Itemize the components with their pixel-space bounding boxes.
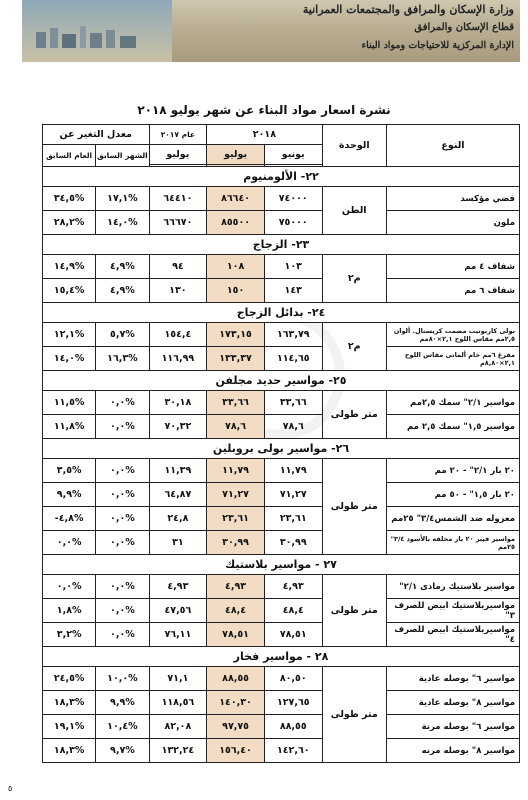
cell-type: شفاف ٦ مم [386, 279, 519, 303]
cell-june: ٤٨,٤ [264, 599, 322, 623]
cell-change-year: %١٨,٣ [43, 739, 96, 763]
cell-change-year: %٣,٥ [43, 459, 96, 483]
cell-type: مواسير ٨" بوصله عادية [386, 691, 519, 715]
page-title: نشرة اسعار مواد البناء عن شهر يوليو ٢٠١٨ [137, 103, 391, 117]
cell-unit: م٢ [322, 323, 386, 371]
col-2018: ٢٠١٨ [207, 125, 322, 145]
table-row [43, 415, 520, 439]
col-type: النوع [386, 125, 519, 167]
cell-type: فضي مؤكسد [386, 187, 519, 211]
cell-change-month: %٤,٩ [96, 279, 149, 303]
cell-change-month: %٠,٠ [96, 599, 149, 623]
table-row [43, 667, 520, 691]
cell-june: ١٦٣,٧٩ [264, 323, 322, 347]
cell-june: ٤,٩٣ [264, 575, 322, 599]
cell-change-month: %٠,٠ [96, 623, 149, 647]
section-title: ٢٣- الزجاج [43, 235, 520, 255]
cell-july: ٩٧,٧٥ [207, 715, 265, 739]
cell-change-month: %٠,٠ [96, 415, 149, 439]
cell-change-year: %١١,٥ [43, 391, 96, 415]
cell-june: ١١,٧٩ [264, 459, 322, 483]
col-july-2017: يوليو [149, 145, 207, 165]
cell-june: ٧٨,٦ [264, 415, 322, 439]
table-row [43, 623, 520, 647]
cell-july-2017: ٤٧,٥٦ [149, 599, 207, 623]
sector-name: قطاع الإسكان والمرافق [414, 22, 514, 33]
cell-change-month: %٠,٠ [96, 507, 149, 531]
cell-change-month: %٠,٠ [96, 575, 149, 599]
cell-june: ٧٥٠٠٠ [264, 211, 322, 235]
cell-change-month: %٠,٠ [96, 531, 149, 555]
table-row [43, 211, 520, 235]
cell-type: مواسير ٦" بوصله عادية [386, 667, 519, 691]
cell-change-year: %٤,٨- [43, 507, 96, 531]
cell-june: ٣٠,٩٩ [264, 531, 322, 555]
table-row [43, 531, 520, 555]
table-row [43, 691, 520, 715]
cell-july-2017: ٦٤٤١٠ [149, 187, 207, 211]
cell-july-2017: ١١٨,٥٦ [149, 691, 207, 715]
cell-type: بولى كاربونيت مصمت كريستال. ألوان ٢,٥مم مقاس اللوح ٢,١×٨٠مم [386, 323, 519, 347]
table-row [43, 255, 520, 279]
col-prev-month: الشهر السابق [96, 145, 149, 167]
cell-july: ٨٨,٥٥ [207, 667, 265, 691]
cell-change-year: %٩,٩ [43, 483, 96, 507]
section-title: ٢٦- مواسير بولى بروبلين [43, 439, 520, 459]
cell-july-2017: ٧٦,١١ [149, 623, 207, 647]
ministry-name: وزارة الإسكان والمرافق والمجتمعات العمرانية [302, 3, 514, 16]
cell-june: ٨٨,٥٥ [264, 715, 322, 739]
table-row [43, 599, 520, 623]
cell-unit: متر طولى [322, 667, 386, 763]
table-row [43, 391, 520, 415]
cell-type: مواسير بلاستيك رمادى ٢/١" [386, 575, 519, 599]
prices-table [42, 124, 520, 763]
cell-change-month: %١٧,١ [96, 187, 149, 211]
section-header-row [43, 439, 520, 459]
cell-july-2017: ١٣٠ [149, 279, 207, 303]
table-row [43, 739, 520, 763]
cell-change-month: %٩,٧ [96, 739, 149, 763]
cell-change-year: %١٩,١ [43, 715, 96, 739]
city-skyline-icon [32, 24, 152, 48]
col-change-rate: معدل التغير عن [43, 125, 150, 145]
cell-change-year: %٢٤,٥ [43, 667, 96, 691]
cell-change-year: %١١,٨ [43, 415, 96, 439]
cell-change-month: %٤,٩ [96, 255, 149, 279]
table-row [43, 459, 520, 483]
table-row [43, 279, 520, 303]
section-header-row [43, 371, 520, 391]
table-row [43, 347, 520, 371]
cell-june: ٧١,٢٧ [264, 483, 322, 507]
cell-change-month: %٠,٠ [96, 391, 149, 415]
section-header-row [43, 303, 520, 323]
cell-change-year: %٠,٠ [43, 531, 96, 555]
cell-change-month: %٩,٩ [96, 691, 149, 715]
cell-type: ٢٠ بار ١,٥" - ٥٠ مم [386, 483, 519, 507]
cell-unit: متر طولى [322, 575, 386, 647]
cell-change-month: %١٠,٤ [96, 715, 149, 739]
cell-june: ١١٤,٦٥ [264, 347, 322, 371]
cell-july: ١٥٦,٤٠ [207, 739, 265, 763]
cell-july: ١٠٨ [207, 255, 265, 279]
cell-july: ١٥٠ [207, 279, 265, 303]
cell-july-2017: ٢٤,٨ [149, 507, 207, 531]
col-2017: عام ٢٠١٧ [149, 125, 207, 145]
section-title: ٢٢- الألومنيوم [43, 167, 520, 187]
cell-type: معزوله ضد الشمس٣/٤" ٢٥مم [386, 507, 519, 531]
col-unit: الوحدة [322, 125, 386, 167]
cell-type: مفرغ ٦مم خام ألمانى مقاس اللوح ٢,١×٨,٨٠م [386, 347, 519, 371]
section-header-row [43, 235, 520, 255]
cell-july: ٧٨,٥١ [207, 623, 265, 647]
cell-change-year: %٢٨,٢ [43, 211, 96, 235]
cell-july-2017: ١١٦,٩٩ [149, 347, 207, 371]
cell-unit: م٢ [322, 255, 386, 303]
cell-july: ٨٥٥٠٠ [207, 211, 265, 235]
cell-july: ١٧٣,١٥ [207, 323, 265, 347]
table-row [43, 715, 520, 739]
cell-change-year: %٠,٠ [43, 575, 96, 599]
cell-july-2017: ٣١ [149, 531, 207, 555]
department-name: الإدارة المركزية للاحتياجات ومواد البناء [361, 40, 514, 51]
table-row [43, 483, 520, 507]
table-row [43, 575, 520, 599]
cell-change-month: %٥,٧ [96, 323, 149, 347]
cell-type: مواسير ١,٥" سمك ٢,٥ مم [386, 415, 519, 439]
cell-change-month: %٠,٠ [96, 483, 149, 507]
cell-july: ٣٠,٩٩ [207, 531, 265, 555]
section-header-row [43, 167, 520, 187]
cell-type: مواسيربلاستيك ابيض للصرف ٤" [386, 623, 519, 647]
cell-change-year: %١٢,١ [43, 323, 96, 347]
cell-june: ٧٨,٥١ [264, 623, 322, 647]
cell-july: ١٤٠,٣٠ [207, 691, 265, 715]
cell-july: ٢٣,٦١ [207, 507, 265, 531]
prices-table-body [43, 167, 520, 763]
cell-change-year: %١٥,٤ [43, 279, 96, 303]
cell-june: ٣٣,٦٦ [264, 391, 322, 415]
cell-june: ٢٣,٦١ [264, 507, 322, 531]
cell-change-year: %١٤,٩ [43, 255, 96, 279]
cell-june: ١٤٢,٦٠ [264, 739, 322, 763]
section-title: ٢٤- بدائل الزجاج [43, 303, 520, 323]
cell-type: ٢٠ بار ٢/١" - ٢٠ مم [386, 459, 519, 483]
cell-july-2017: ١٣٢,٢٤ [149, 739, 207, 763]
cell-july-2017: ٦٦٦٧٠ [149, 211, 207, 235]
cell-change-year: %٣,٢ [43, 623, 96, 647]
section-title: ٢٥- مواسير حديد مجلفن [43, 371, 520, 391]
cell-july-2017: ٣٠,١٨ [149, 391, 207, 415]
cell-july-2017: ٤,٩٣ [149, 575, 207, 599]
col-july: يوليو [207, 145, 265, 165]
col-june: يونيو [264, 145, 322, 165]
cell-change-month: %١٠,٠ [96, 667, 149, 691]
cell-july: ٣٣,٦٦ [207, 391, 265, 415]
cell-july: ١٣٣,٣٧ [207, 347, 265, 371]
cell-unit: الطن [322, 187, 386, 235]
cell-type: شفاف ٤ مم [386, 255, 519, 279]
cell-change-year: %١٤,٠ [43, 347, 96, 371]
cell-june: ١٠٣ [264, 255, 322, 279]
cell-june: ١٤٣ [264, 279, 322, 303]
cell-june: ٨٠,٥٠ [264, 667, 322, 691]
table-row [43, 507, 520, 531]
cell-type: ملون [386, 211, 519, 235]
table-row [43, 323, 520, 347]
cell-july-2017: ٨٢,٠٨ [149, 715, 207, 739]
cell-june: ١٢٧,٦٥ [264, 691, 322, 715]
cell-change-month: %١٦,٣ [96, 347, 149, 371]
cell-july-2017: ٧٠,٣٢ [149, 415, 207, 439]
cell-type: مواسير ٦" بوصله مرنة [386, 715, 519, 739]
cell-july-2017: ٦٤,٨٧ [149, 483, 207, 507]
section-header-row [43, 555, 520, 575]
cell-type: مواسير ٢/١" سمك ٢,٥مم [386, 391, 519, 415]
cell-july-2017: ١١,٣٩ [149, 459, 207, 483]
section-header-row [43, 647, 520, 667]
cell-july: ٤,٩٣ [207, 575, 265, 599]
cell-july: ١١,٧٩ [207, 459, 265, 483]
cell-change-month: %١٤,٠ [96, 211, 149, 235]
cell-type: مواسيربلاستيك ابيض للصرف ٣" [386, 599, 519, 623]
cell-july: ٧١,٢٧ [207, 483, 265, 507]
cell-july-2017: ١٥٤,٤ [149, 323, 207, 347]
table-row [43, 187, 520, 211]
cell-july: ٨٦٦٤٠ [207, 187, 265, 211]
cell-july-2017: ٩٤ [149, 255, 207, 279]
cell-july: ٤٨,٤ [207, 599, 265, 623]
section-title: ٢٧ - مواسير بلاستيك [43, 555, 520, 575]
page-number: ٥ [8, 784, 13, 793]
cell-change-month: %٠,٠ [96, 459, 149, 483]
cell-change-year: %١,٨ [43, 599, 96, 623]
cell-type: مواسير فيبر ٢٠ بار مخلفه بالأسود ٣/٤" ٢٥مم [386, 531, 519, 555]
cell-june: ٧٤٠٠٠ [264, 187, 322, 211]
cell-type: مواسير ٨" بوصله مرنه [386, 739, 519, 763]
section-title: ٢٨ - مواسير فخار [43, 647, 520, 667]
cell-change-year: %٣٤,٥ [43, 187, 96, 211]
cell-unit: متر طولى [322, 459, 386, 555]
cell-july-2017: ٧١,١ [149, 667, 207, 691]
cell-july: ٧٨,٦ [207, 415, 265, 439]
col-prev-year: العام السابق [43, 145, 96, 167]
cell-unit: متر طولى [322, 391, 386, 439]
header-banner [22, 0, 520, 62]
cell-change-year: %١٨,٣ [43, 691, 96, 715]
